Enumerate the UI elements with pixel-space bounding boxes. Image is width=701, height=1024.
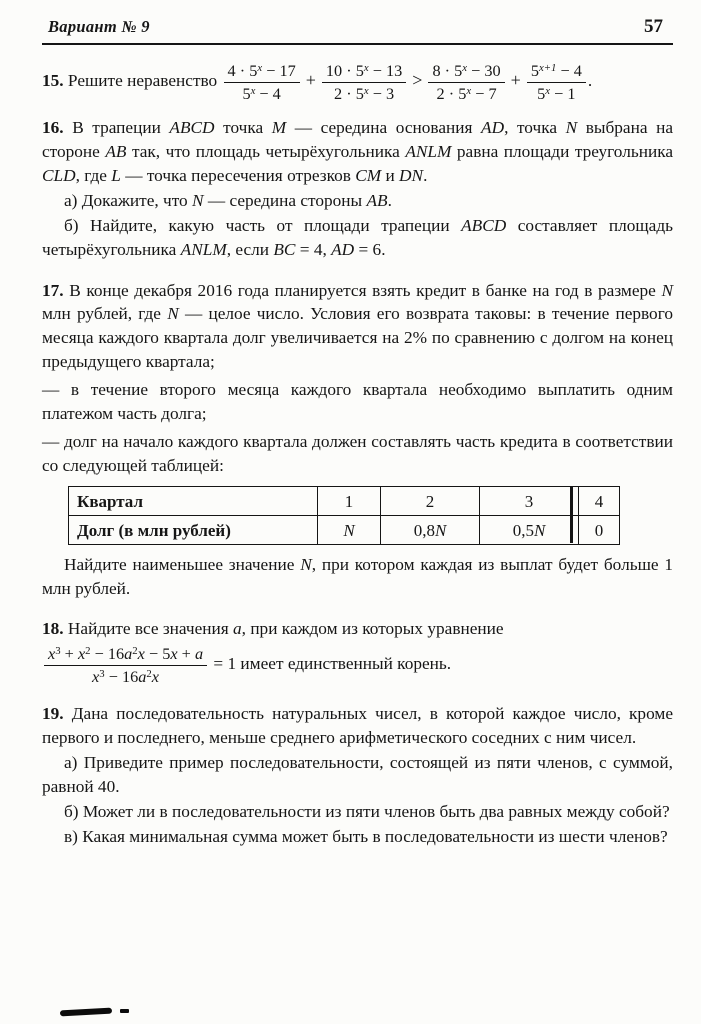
scan-artifact-line (570, 487, 573, 543)
table-cell-q3: 3 (480, 487, 579, 516)
plus-operator: + (305, 70, 316, 91)
problem-19-item-v: в) Какая минимальная сумма может быть в последовательности из шести членов? (64, 826, 668, 846)
problem-15-intro: Решите неравенство (63, 71, 222, 91)
table-row-quarters (69, 487, 620, 516)
credit-table (68, 486, 620, 545)
fraction-3-numerator: $8 \cdot 5^x - 30$ (428, 61, 504, 83)
problem-17-number: 17. (42, 280, 64, 300)
problem-18-number: 18. (42, 619, 64, 639)
scan-artifact-dot (120, 1009, 129, 1013)
fraction-4 (527, 61, 586, 103)
fraction-18-numerator: $x^3 + x^2 - 16a^2x - 5x + a$ (44, 644, 207, 666)
table-cell-debt-3: 0,5N (480, 516, 579, 545)
table-debt-label: Долг (в млн рублей) (69, 516, 318, 545)
fraction-4-denominator: $5^x - 1$ (537, 84, 576, 104)
greater-than-operator: > (412, 70, 423, 91)
problem-17-body (42, 279, 673, 374)
scan-artifact-smudge (60, 1008, 112, 1017)
problem-16 (42, 116, 673, 261)
problem-17-text: В конце декабря 2016 года планируется взять кредит в банке на год в размере N млн рублей, где N — целое число. Условия его возврата таковы: в течение первого месяца каждого квартала долг увеличивается на 2% по сравнению с долгом на конец предыдущего квартала; (42, 280, 673, 372)
table-cell-debt-2: 0,8N (381, 516, 480, 545)
problem-19-body (42, 702, 673, 750)
problem-17-condition-2: — в течение второго месяца каждого квартала необходимо выплатить одним платежом часть долга; (42, 380, 673, 423)
problem-16-number: 16. (42, 118, 64, 138)
table-cell-debt-1: N (318, 516, 381, 545)
problem-18 (42, 617, 673, 686)
fraction-1 (224, 61, 300, 103)
problem-19-number: 19. (42, 704, 64, 724)
table-header-label: Квартал (69, 487, 318, 516)
problem-19-item-b: б) Может ли в последовательности из пяти членов быть два равных между собой? (64, 801, 670, 821)
problem-17-condition-3: — долг на начало каждого квартала должен составлять часть кредита в соответствии со следующей таблицей: (42, 431, 673, 475)
problem-16-text: В трапеции ABCD точка M — середина основания AD, точка N выбрана на стороне AB так, что площадь четырёхугольника ANLM равна площади треугольника CLD, где L — точка пересечения отрезков CM и DN. (42, 118, 674, 186)
problem-19-text: Дана последовательность натуральных чисел, в которой каждое число, кроме первого и последнего, меньше среднего арифметического соседних с ним чисел. (42, 704, 673, 748)
fraction-3 (428, 61, 504, 103)
variant-label: Вариант № 9 (48, 17, 150, 36)
fraction-2 (322, 61, 406, 103)
fraction-2-denominator: $2 \cdot 5^x - 3$ (334, 84, 395, 104)
table-cell-q2: 2 (381, 487, 480, 516)
fraction-1-numerator: $4 \cdot 5^x - 17$ (224, 61, 300, 83)
problem-16-item-a: а) Докажите, что N — середина стороны AB. (64, 191, 392, 211)
credit-table-wrapper (68, 486, 673, 545)
problem-17-question: Найдите наименьшее значение N, при котором каждая из выплат будет больше 1 млн рублей. (42, 555, 673, 599)
table-cell-q1: 1 (318, 487, 381, 516)
problem-19-item-a: а) Приведите пример последовательности, состоящей из пяти членов, с суммой, равной 40. (42, 753, 673, 797)
page-header (42, 16, 673, 45)
table-row-debt (69, 516, 620, 545)
problem-17 (42, 279, 673, 602)
problem-19 (42, 702, 673, 848)
fraction-3-denominator: $2 \cdot 5^x - 7$ (436, 84, 497, 104)
fraction-1-denominator: $5^x - 4$ (242, 84, 281, 104)
fraction-18-denominator: $x^3 - 16a^2x$ (92, 667, 160, 687)
page-number: 57 (644, 16, 663, 37)
problem-18-outro: = 1 имеет единственный корень. (209, 654, 452, 674)
problem-16-item-b: б) Найдите, какую часть от площади трапеции ABCD составляет площадь четырёхугольника ANLM, если BC = 4, AD = 6. (42, 215, 673, 259)
table-cell-q4: 4 (579, 487, 620, 516)
table-cell-debt-4: 0 (579, 516, 620, 545)
sentence-period: . (587, 71, 593, 91)
fraction-4-numerator: $5^{x+1} - 4$ (527, 61, 586, 83)
problem-15-number: 15. (42, 71, 64, 91)
problem-18-equation (42, 644, 673, 686)
fraction-18 (44, 644, 207, 686)
plus-operator: + (510, 70, 521, 91)
problem-15 (42, 61, 673, 103)
fraction-2-numerator: $10 \cdot 5^x - 13$ (322, 61, 406, 83)
problem-18-intro (42, 617, 673, 641)
problem-18-text: Найдите все значения a, при каждом из которых уравнение (63, 619, 504, 639)
problem-16-body (42, 116, 673, 188)
